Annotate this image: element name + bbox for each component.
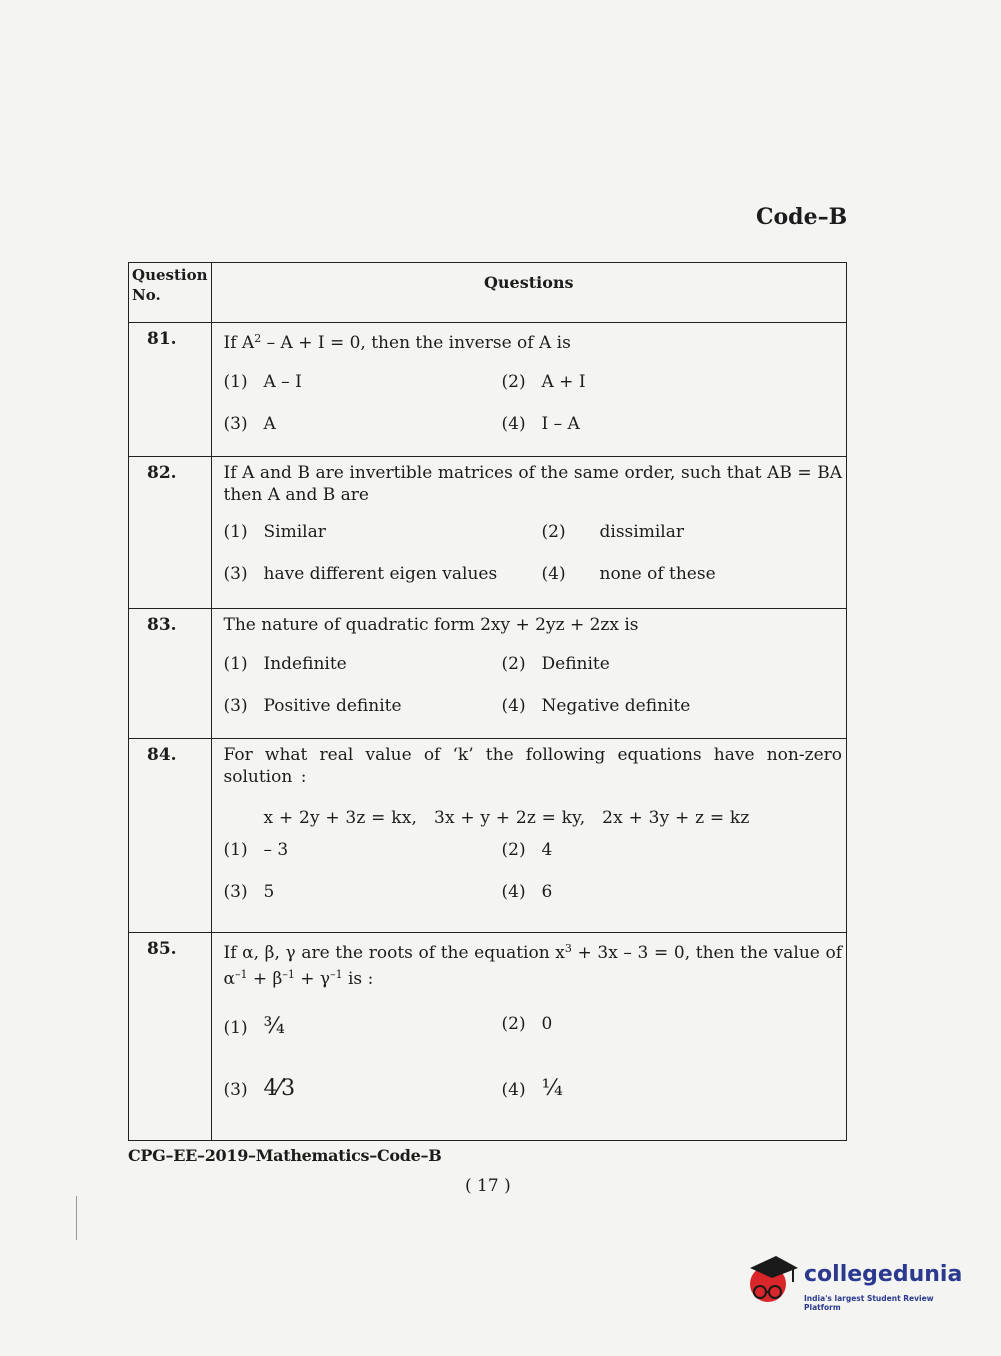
option-3: (3) 5 [223, 882, 275, 902]
question-row-85 [129, 933, 847, 1141]
code-label: Code–B [756, 204, 848, 230]
option-4: (4) ¼ [501, 1076, 563, 1101]
question-number: 85. [129, 933, 212, 1141]
option-3: (3) Positive definite [223, 696, 402, 716]
question-body [211, 323, 847, 457]
option-3: (3) have different eigen values [223, 564, 498, 584]
mascot-icon [742, 1250, 802, 1310]
option-1: (1) A – I [223, 372, 302, 392]
question-stem: For what real value of ‘k’ the following equations have non-zero solution : [223, 745, 842, 787]
option-3: (3) A [223, 414, 276, 434]
logo-wordmark: collegedunia [804, 1262, 963, 1287]
question-row-83 [129, 609, 847, 739]
question-row-84 [129, 739, 847, 933]
option-1: (1) ¾ [223, 1014, 285, 1039]
options-grid [224, 1014, 843, 1138]
equation: x + 2y + 3z = kx, 3x + y + 2z = ky, 2x + 3y + z = kz [263, 808, 750, 828]
option-1: (1) – 3 [223, 840, 289, 860]
option-1: (1) Indefinite [223, 654, 347, 674]
option-2: (2) Definite [501, 654, 610, 674]
column-header-questions: Questions [211, 263, 847, 323]
footer-code: CPG–EE–2019–Mathematics–Code–B [128, 1146, 442, 1165]
question-body [211, 739, 847, 933]
question-stem: If α, β, γ are the roots of the equation $x^3 + 3x - 3 = 0$, then the value of $\alpha^{-1} + \beta^{-1} + \gamma^{-1}$ is : [223, 942, 842, 989]
option-2: (2) dissimilar [541, 522, 684, 542]
options-grid [224, 654, 843, 738]
table-header-row [129, 263, 847, 323]
option-4: (4) 6 [501, 882, 553, 902]
column-header-question-no: Question No. [129, 263, 212, 323]
option-2: (2) 4 [501, 840, 553, 860]
option-2: (2) 0 [501, 1014, 553, 1034]
question-number: 83. [129, 609, 212, 739]
option-3: (3) 4⁄3 [223, 1076, 296, 1101]
question-table [128, 262, 847, 1141]
options-grid [224, 372, 843, 456]
question-row-81 [129, 323, 847, 457]
question-body [211, 933, 847, 1141]
options-grid [224, 522, 843, 606]
option-4: (4) I – A [501, 414, 580, 434]
question-number: 81. [129, 323, 212, 457]
question-row-82 [129, 457, 847, 609]
scan-artifact-line [76, 1196, 77, 1240]
option-2: (2) A + I [501, 372, 586, 392]
question-number: 82. [129, 457, 212, 609]
options-grid [224, 840, 843, 924]
question-stem: The nature of quadratic form 2xy + 2yz + 2zx is [223, 615, 639, 635]
logo-tagline: India's largest Student Review Platform [804, 1294, 934, 1312]
question-body [211, 457, 847, 609]
question-stem: If $A^2 - A + I = 0$, then the inverse of A is [223, 332, 571, 353]
option-1: (1) Similar [223, 522, 326, 542]
option-4: (4) none of these [541, 564, 716, 584]
option-4: (4) Negative definite [501, 696, 691, 716]
page-number: ( 17 ) [465, 1176, 511, 1196]
question-stem: If A and B are invertible matrices of the same order, such that AB = BA then A and B are [223, 463, 842, 505]
collegedunia-logo [742, 1250, 972, 1310]
question-body [211, 609, 847, 739]
question-number: 84. [129, 739, 212, 933]
